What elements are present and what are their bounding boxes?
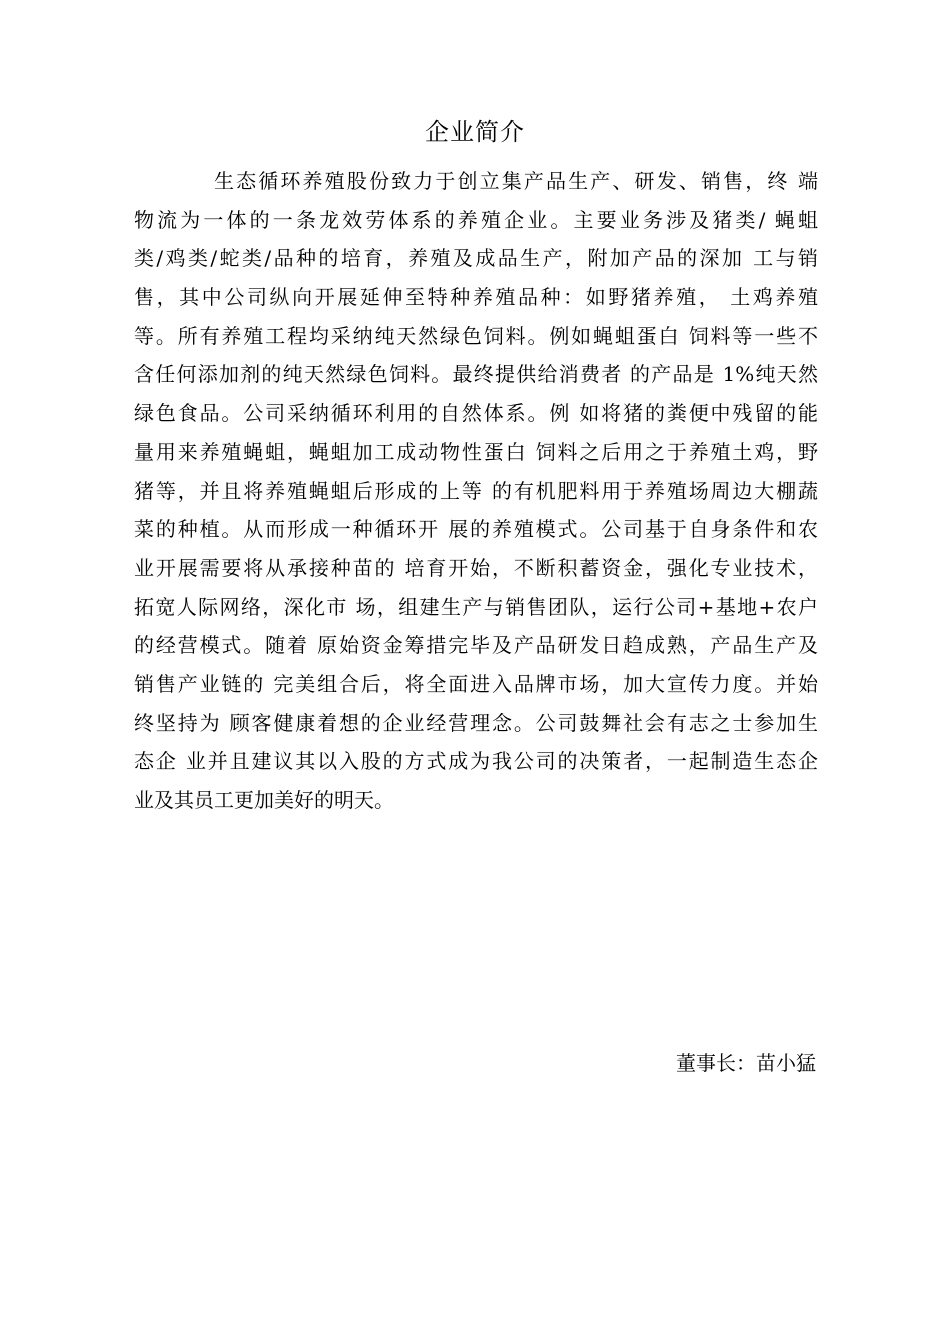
paragraph-line: 业及其员工更加美好的明天。 <box>134 788 394 812</box>
document-title: 企业简介 <box>425 118 525 146</box>
paragraph-line: 拓宽人际网络，深化市 场，组建生产与销售团队，运行公司+基地+农户 <box>134 594 818 619</box>
paragraph-line: 终坚持为 顾客健康着想的企业经营理念。公司鼓舞社会有志之士参加生 <box>134 710 818 735</box>
paragraph-line: 含任何添加剂的纯天然绿色饲料。最终提供给消费者 的产品是 1%纯天然 <box>134 362 818 387</box>
signature-line: 董事长：苗小猛 <box>676 1051 816 1075</box>
paragraph-line: 的经营模式。随着 原始资金筹措完毕及产品研发日趋成熟，产品生产及 <box>134 633 818 658</box>
paragraph-line: 生态循环养殖股份致力于创立集产品生产、研发、销售，终 端 <box>214 169 818 193</box>
paragraph-line: 绿色食品。公司采纳循环利用的自然体系。例 如将猪的粪便中残留的能 <box>134 401 818 426</box>
paragraph-line: 售，其中公司纵向开展延伸至特种养殖品种：如野猪养殖， 土鸡养殖 <box>134 285 818 310</box>
paragraph-line: 态企 业并且建议其以入股的方式成为我公司的决策者，一起制造生态企 <box>134 749 818 774</box>
paragraph-line: 类/鸡类/蛇类/品种的培育，养殖及成品生产，附加产品的深加 工与销 <box>134 246 818 271</box>
paragraph-line: 菜的种植。从而形成一种循环开 展的养殖模式。公司基于自身条件和农 <box>134 517 818 542</box>
body-paragraph <box>134 162 818 820</box>
paragraph-line: 物流为一体的一条龙效劳体系的养殖企业。主要业务涉及猪类/ 蝇蛆 <box>134 207 818 232</box>
paragraph-line: 等。所有养殖工程均采纳纯天然绿色饲料。例如蝇蛆蛋白 饲料等一些不 <box>134 323 818 348</box>
paragraph-line: 猪等，并且将养殖蝇蛆后形成的上等 的有机肥料用于养殖场周边大棚蔬 <box>134 478 818 503</box>
paragraph-line: 业开展需要将从承接种苗的 培育开始，不断积蓄资金，强化专业技术， <box>134 555 818 580</box>
paragraph-line: 量用来养殖蝇蛆，蝇蛆加工成动物性蛋白 饲料之后用之于养殖土鸡，野 <box>134 439 818 464</box>
paragraph-line: 销售产业链的 完美组合后，将全面进入品牌市场，加大宣传力度。并始 <box>134 671 818 696</box>
